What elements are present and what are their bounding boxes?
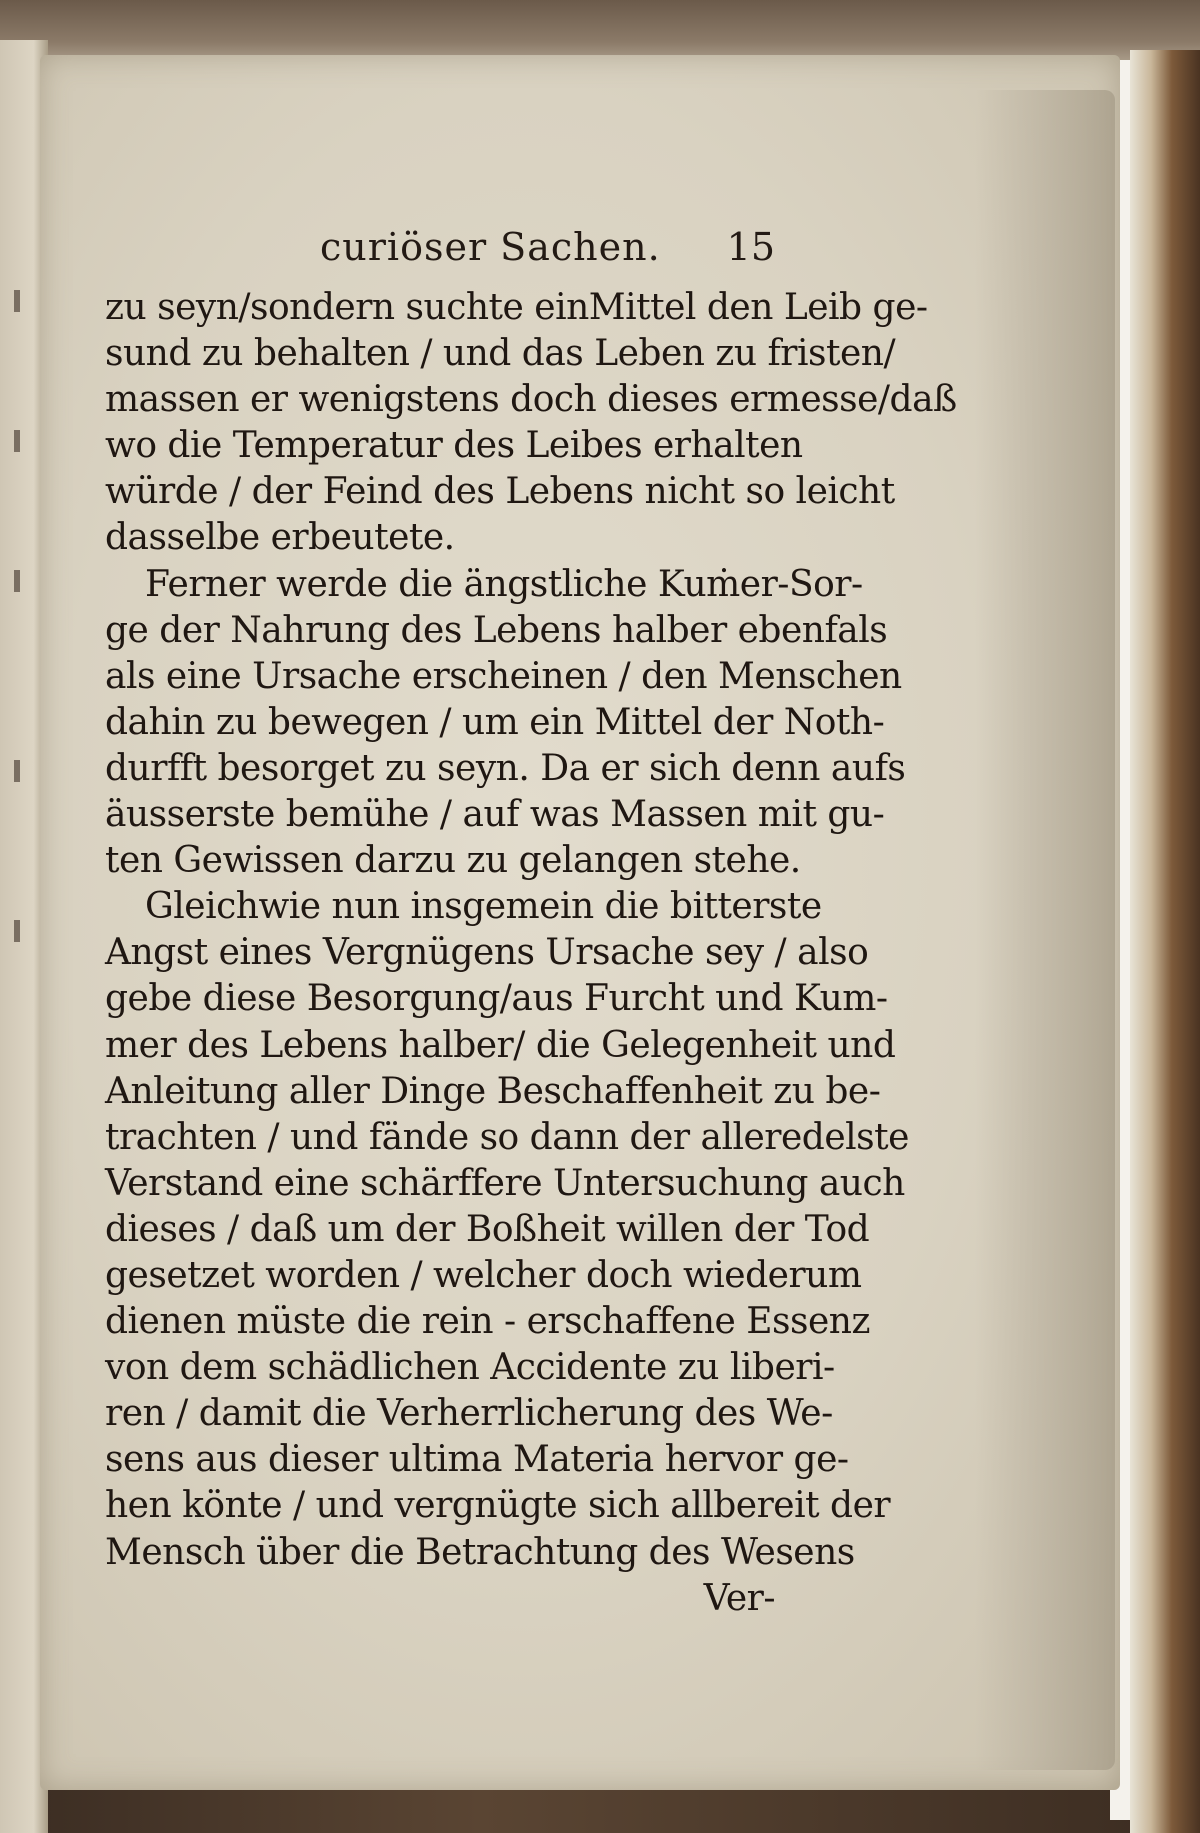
- marbled-cover-board: [1130, 50, 1200, 1833]
- text-line: ren / damit die Verherrlicherung des We-: [105, 1393, 833, 1435]
- text-line: Mensch über die Betrachtung des Wesens: [105, 1531, 855, 1573]
- text-line: massen er wenigstens doch dieses ermesse/daß: [105, 379, 957, 421]
- body-text: [105, 285, 957, 1622]
- margin-mark: [14, 290, 20, 312]
- text-line: mer des Lebens halber/ die Gelegenheit und: [105, 1024, 896, 1066]
- facing-page-marks: [0, 200, 40, 1700]
- text-line: Gleichwie nun insgemein die bitterste: [145, 886, 822, 928]
- margin-mark: [14, 920, 20, 942]
- page-number: 15: [726, 225, 775, 269]
- text-line: sund zu behalten / und das Leben zu fristen/: [105, 333, 896, 375]
- text-line: dasselbe erbeutete.: [105, 517, 455, 559]
- page-stack-edge: [975, 90, 1115, 1770]
- margin-mark: [14, 760, 20, 782]
- text-line: Angst eines Vergnügens Ursache sey / also: [105, 932, 869, 974]
- text-line: hen könte / und vergnügte sich allbereit der: [105, 1485, 891, 1527]
- text-line: dieses / daß um der Boßheit willen der Tod: [105, 1208, 870, 1250]
- text-line: äusserste bemühe / auf was Massen mit gu-: [105, 794, 885, 836]
- text-line: ge der Nahrung des Lebens halber ebenfals: [105, 609, 888, 651]
- text-line: sens aus dieser ultima Materia hervor ge-: [105, 1439, 849, 1481]
- text-line: trachten / und fände so dann der alleredelste: [105, 1116, 909, 1158]
- text-line: Verstand eine schärffere Untersuchung auch: [105, 1162, 905, 1204]
- margin-mark: [14, 570, 20, 592]
- text-line: Ferner werde die ängstliche Kuṁer-Sor-: [145, 563, 863, 605]
- text-line: würde / der Feind des Lebens nicht so leicht: [105, 471, 895, 513]
- text-line: zu seyn/sondern suchte einMittel den Leib ge-: [105, 287, 928, 328]
- text-line: dahin zu bewegen / um ein Mittel der Noth-: [105, 701, 885, 743]
- text-line: durfft besorget zu seyn. Da er sich denn aufs: [105, 747, 906, 789]
- text-line: Anleitung aller Dinge Beschaffenheit zu be-: [105, 1070, 881, 1112]
- catchword: Ver-: [703, 1577, 775, 1619]
- margin-mark: [14, 430, 20, 452]
- text-line: wo die Temperatur des Leibes erhalten: [105, 425, 803, 467]
- text-line: dienen müste die rein - erschaffene Essenz: [105, 1301, 870, 1343]
- page-header: [105, 225, 775, 285]
- text-line: ten Gewissen darzu zu gelangen stehe.: [105, 840, 801, 882]
- text-line: als eine Ursache erscheinen / den Menschen: [105, 655, 902, 697]
- text-line: von dem schädlichen Accidente zu liberi-: [105, 1347, 835, 1389]
- text-line: gebe diese Besorgung/aus Furcht und Kum-: [105, 978, 888, 1020]
- running-title: curiöser Sachen.: [320, 225, 661, 269]
- text-line: gesetzet worden / welcher doch wiederum: [105, 1254, 862, 1296]
